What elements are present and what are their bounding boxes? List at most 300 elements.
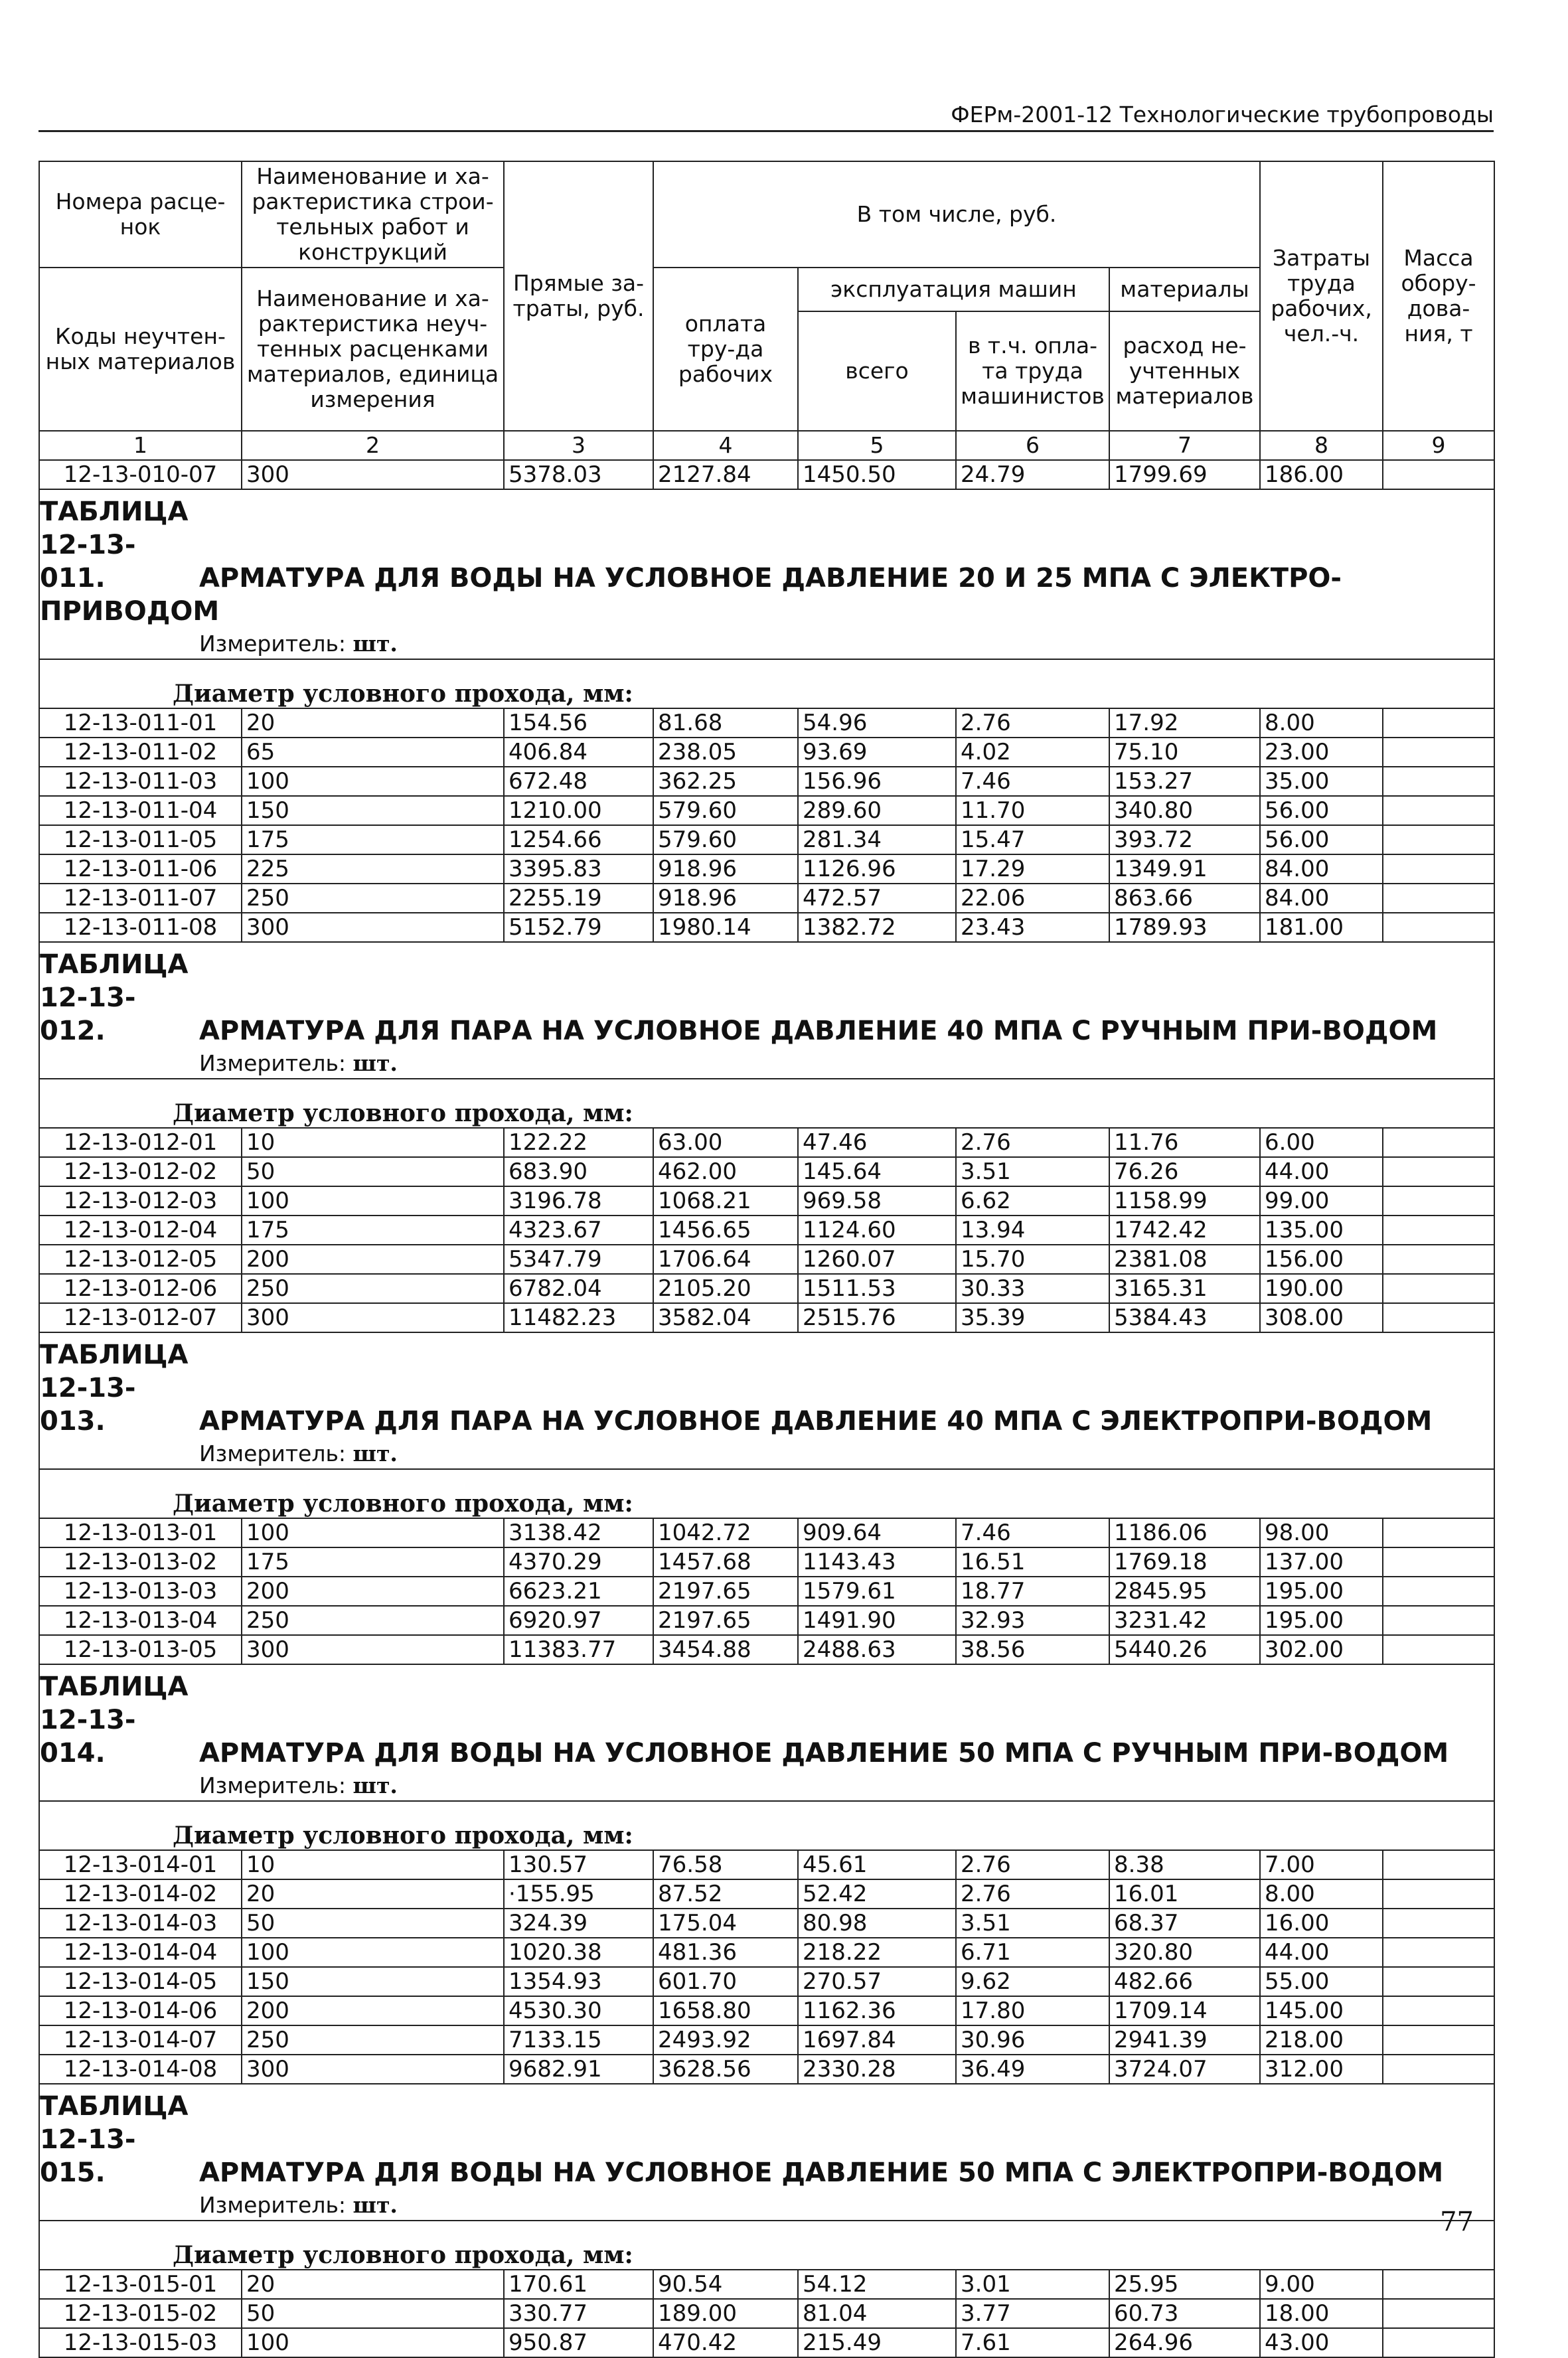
- table-row: [39, 2055, 1494, 2084]
- table-cell: 2330.28: [798, 2055, 956, 2084]
- table-cell: 215.49: [798, 2328, 956, 2357]
- table-row: [39, 1216, 1494, 1245]
- column-number: 7: [1109, 431, 1260, 460]
- table-cell: 100: [242, 1938, 504, 1967]
- table-cell: [1383, 2270, 1494, 2299]
- table-cell: 24.79: [956, 460, 1109, 489]
- table-cell: 76.58: [653, 1850, 798, 1879]
- table-cell: 250: [242, 884, 504, 913]
- table-cell: [1383, 1577, 1494, 1606]
- table-cell: 969.58: [798, 1186, 956, 1216]
- table-cell: 1349.91: [1109, 854, 1260, 884]
- rate-code: 12-13-013-03: [39, 1577, 242, 1606]
- table-cell: 100: [242, 767, 504, 796]
- table-cell: 7.46: [956, 767, 1109, 796]
- table-cell: [1383, 1157, 1494, 1186]
- table-cell: [1383, 1879, 1494, 1909]
- unit-value: шт.: [353, 1772, 398, 1798]
- table-cell: 200: [242, 1245, 504, 1274]
- table-cell: 2845.95: [1109, 1577, 1260, 1606]
- table-cell: [1383, 1850, 1494, 1879]
- table-cell: 15.47: [956, 825, 1109, 854]
- table-cell: 1124.60: [798, 1216, 956, 1245]
- table-cell: 47.46: [798, 1128, 956, 1157]
- table-cell: 154.56: [504, 708, 653, 738]
- table-cell: 81.68: [653, 708, 798, 738]
- diameter-row: [39, 1469, 1494, 1518]
- table-cell: 100: [242, 2328, 504, 2357]
- table-cell: 1186.06: [1109, 1518, 1260, 1547]
- table-cell: 683.90: [504, 1157, 653, 1186]
- table-cell: 264.96: [1109, 2328, 1260, 2357]
- rate-code: 12-13-014-01: [39, 1850, 242, 1879]
- table-cell: [1383, 1606, 1494, 1635]
- table-cell: 9682.91: [504, 2055, 653, 2084]
- table-cell: 2.76: [956, 1128, 1109, 1157]
- table-cell: [1383, 1938, 1494, 1967]
- table-cell: 13.94: [956, 1216, 1109, 1245]
- col-unaccounted-materials-header: расход не-учтенных материалов: [1109, 311, 1260, 431]
- table-cell: 1697.84: [798, 2025, 956, 2055]
- table-cell: 300: [242, 1303, 504, 1332]
- page-number: 77: [1440, 2207, 1474, 2237]
- table-cell: 1210.00: [504, 796, 653, 825]
- table-cell: 84.00: [1260, 884, 1383, 913]
- table-row: [39, 1518, 1494, 1547]
- rate-code: 12-13-013-04: [39, 1606, 242, 1635]
- table-cell: 175.04: [653, 1909, 798, 1938]
- table-cell: 80.98: [798, 1909, 956, 1938]
- table-cell: [1383, 1518, 1494, 1547]
- table-cell: 68.37: [1109, 1909, 1260, 1938]
- table-cell: 170.61: [504, 2270, 653, 2299]
- table-cell: 308.00: [1260, 1303, 1383, 1332]
- rate-code: 12-13-015-01: [39, 2270, 242, 2299]
- table-cell: 312.00: [1260, 2055, 1383, 2084]
- diameter-caption: Диаметр условного прохода, мм:: [39, 1079, 1494, 1128]
- col-material-code-header: Коды неучтен-ных материалов: [39, 268, 242, 431]
- table-cell: 2515.76: [798, 1303, 956, 1332]
- table-cell: 3138.42: [504, 1518, 653, 1547]
- table-cell: [1383, 1274, 1494, 1303]
- table-cell: 406.84: [504, 738, 653, 767]
- unit-of-measure: [39, 1438, 1494, 1469]
- table-cell: 1126.96: [798, 854, 956, 884]
- table-row: [39, 1635, 1494, 1664]
- table-cell: 200: [242, 1577, 504, 1606]
- table-cell: 3.51: [956, 1157, 1109, 1186]
- column-number: 2: [242, 431, 504, 460]
- rate-code: 12-13-015-02: [39, 2299, 242, 2328]
- unit-label: Измеритель:: [199, 1772, 347, 1798]
- column-number: 6: [956, 431, 1109, 460]
- section-table-number: ТАБЛИЦА 12-13-014.: [40, 1672, 189, 1768]
- table-cell: [1383, 1245, 1494, 1274]
- table-row: [39, 1186, 1494, 1216]
- table-cell: 579.60: [653, 825, 798, 854]
- rate-code: 12-13-011-07: [39, 884, 242, 913]
- unit-value: шт.: [353, 1050, 398, 1076]
- table-cell: 1042.72: [653, 1518, 798, 1547]
- column-number: 3: [504, 431, 653, 460]
- table-cell: 17.80: [956, 1996, 1109, 2025]
- table-cell: 8.38: [1109, 1850, 1260, 1879]
- rate-code: 12-13-011-08: [39, 913, 242, 942]
- section-table-number: ТАБЛИЦА 12-13-013.: [40, 1340, 189, 1437]
- table-cell: 3454.88: [653, 1635, 798, 1664]
- table-cell: 6.71: [956, 1938, 1109, 1967]
- table-cell: 1769.18: [1109, 1547, 1260, 1577]
- table-cell: [1383, 2025, 1494, 2055]
- table-cell: 1382.72: [798, 913, 956, 942]
- table-row: [39, 1128, 1494, 1157]
- table-cell: [1383, 825, 1494, 854]
- table-row: [39, 2328, 1494, 2357]
- table-cell: 863.66: [1109, 884, 1260, 913]
- table-cell: 11.70: [956, 796, 1109, 825]
- column-number: 9: [1383, 431, 1494, 460]
- table-cell: 1020.38: [504, 1938, 653, 1967]
- table-row: [39, 767, 1494, 796]
- table-cell: 18.77: [956, 1577, 1109, 1606]
- table-cell: 2255.19: [504, 884, 653, 913]
- section-table-title: АРМАТУРА ДЛЯ ПАРА НА УСЛОВНОЕ ДАВЛЕНИЕ 40 МПА С ЭЛЕКТРОПРИ-ВОДОМ: [198, 1406, 1433, 1437]
- table-cell: 23.43: [956, 913, 1109, 942]
- table-row: [39, 1909, 1494, 1938]
- rate-code: 12-13-011-05: [39, 825, 242, 854]
- table-cell: 2105.20: [653, 1274, 798, 1303]
- table-cell: 5378.03: [504, 460, 653, 489]
- table-cell: 362.25: [653, 767, 798, 796]
- table-cell: 4323.67: [504, 1216, 653, 1245]
- table-cell: 3628.56: [653, 2055, 798, 2084]
- table-cell: [1383, 1303, 1494, 1332]
- table-cell: 145.64: [798, 1157, 956, 1186]
- table-cell: 281.34: [798, 825, 956, 854]
- table-cell: [1383, 1547, 1494, 1577]
- table-cell: 300: [242, 2055, 504, 2084]
- rate-code: 12-13-012-01: [39, 1128, 242, 1157]
- table-cell: 250: [242, 1606, 504, 1635]
- table-cell: 3165.31: [1109, 1274, 1260, 1303]
- table-cell: 3231.42: [1109, 1606, 1260, 1635]
- table-cell: 300: [242, 913, 504, 942]
- unit-of-measure: [39, 1048, 1494, 1079]
- table-cell: 156.00: [1260, 1245, 1383, 1274]
- table-cell: 2488.63: [798, 1635, 956, 1664]
- table-cell: 2.76: [956, 708, 1109, 738]
- col-material-name-header: Наименование и ха-рактеристика неуч-тенных расценками материалов, единица измерения: [242, 268, 504, 431]
- table-cell: 75.10: [1109, 738, 1260, 767]
- table-cell: 35.39: [956, 1303, 1109, 1332]
- col-machines-header: эксплуатация машин: [798, 268, 1109, 311]
- table-cell: 137.00: [1260, 1547, 1383, 1577]
- section-title: [39, 942, 1494, 1048]
- col-equipment-mass-header: Масса обору-дова-ния, т: [1383, 161, 1494, 431]
- table-cell: 6.62: [956, 1186, 1109, 1216]
- unit-value: шт.: [353, 2191, 398, 2218]
- section-title-row: [39, 1664, 1494, 1770]
- table-cell: 54.12: [798, 2270, 956, 2299]
- table-cell: 3724.07: [1109, 2055, 1260, 2084]
- table-cell: 63.00: [653, 1128, 798, 1157]
- rate-code: 12-13-011-06: [39, 854, 242, 884]
- table-cell: 60.73: [1109, 2299, 1260, 2328]
- table-cell: 1158.99: [1109, 1186, 1260, 1216]
- unit-value: шт.: [353, 1440, 398, 1466]
- table-cell: 1980.14: [653, 913, 798, 942]
- table-cell: 195.00: [1260, 1577, 1383, 1606]
- table-cell: 175: [242, 1216, 504, 1245]
- table-cell: 44.00: [1260, 1938, 1383, 1967]
- table-cell: 1457.68: [653, 1547, 798, 1577]
- rate-code: 12-13-014-07: [39, 2025, 242, 2055]
- diameter-row: [39, 1801, 1494, 1850]
- rate-code: 12-13-012-06: [39, 1274, 242, 1303]
- col-operator-wages-header: в т.ч. опла-та труда машинистов: [956, 311, 1109, 431]
- table-row: [39, 1606, 1494, 1635]
- table-cell: 481.36: [653, 1938, 798, 1967]
- table-row: [39, 884, 1494, 913]
- table-cell: 4530.30: [504, 1996, 653, 2025]
- table-cell: 200: [242, 1996, 504, 2025]
- col-work-name-header: Наименование и ха-рактеристика строи-тельных работ и конструкций: [242, 161, 504, 268]
- table-cell: 43.00: [1260, 2328, 1383, 2357]
- table-cell: 190.00: [1260, 1274, 1383, 1303]
- table-cell: 2941.39: [1109, 2025, 1260, 2055]
- table-cell: 175: [242, 1547, 504, 1577]
- table-cell: 3395.83: [504, 854, 653, 884]
- table-cell: 65: [242, 738, 504, 767]
- table-cell: 156.96: [798, 767, 956, 796]
- unit-row: [39, 628, 1494, 659]
- rate-code: 12-13-015-03: [39, 2328, 242, 2357]
- table-cell: 99.00: [1260, 1186, 1383, 1216]
- table-cell: 18.00: [1260, 2299, 1383, 2328]
- table-cell: 100: [242, 1186, 504, 1216]
- table-cell: 20: [242, 708, 504, 738]
- table-cell: 250: [242, 1274, 504, 1303]
- table-cell: 150: [242, 796, 504, 825]
- table-cell: 7.46: [956, 1518, 1109, 1547]
- price-table: [39, 161, 1495, 2358]
- table-cell: 270.57: [798, 1967, 956, 1996]
- column-number: 1: [39, 431, 242, 460]
- table-cell: 1511.53: [798, 1274, 956, 1303]
- table-cell: 1742.42: [1109, 1216, 1260, 1245]
- diameter-caption: Диаметр условного прохода, мм:: [39, 659, 1494, 708]
- table-cell: 5440.26: [1109, 1635, 1260, 1664]
- col-wages-header: оплата тру-да рабочих: [653, 268, 798, 431]
- table-cell: [1383, 2055, 1494, 2084]
- section-table-title: АРМАТУРА ДЛЯ ВОДЫ НА УСЛОВНОЕ ДАВЛЕНИЕ 50 МПА С ЭЛЕКТРОПРИ-ВОДОМ: [198, 2158, 1444, 2188]
- rate-code: 12-13-013-05: [39, 1635, 242, 1664]
- table-cell: 2197.65: [653, 1577, 798, 1606]
- col-machines-total-header: всего: [798, 311, 956, 431]
- table-row: [39, 1850, 1494, 1879]
- rate-code: 12-13-012-02: [39, 1157, 242, 1186]
- unit-of-measure: [39, 1770, 1494, 1801]
- table-cell: 7.61: [956, 2328, 1109, 2357]
- diameter-row: [39, 659, 1494, 708]
- section-title: [39, 1664, 1494, 1770]
- table-cell: 45.61: [798, 1850, 956, 1879]
- table-cell: 6920.97: [504, 1606, 653, 1635]
- rate-code: 12-13-011-03: [39, 767, 242, 796]
- table-row: [39, 738, 1494, 767]
- table-cell: 181.00: [1260, 913, 1383, 942]
- table-cell: 175: [242, 825, 504, 854]
- table-cell: 482.66: [1109, 1967, 1260, 1996]
- table-cell: 76.26: [1109, 1157, 1260, 1186]
- table-cell: 50: [242, 1909, 504, 1938]
- section-table-number: ТАБЛИЦА 12-13-011.: [40, 497, 189, 593]
- table-cell: 1450.50: [798, 460, 956, 489]
- table-cell: 1260.07: [798, 1245, 956, 1274]
- col-including-header: В том числе, руб.: [653, 161, 1260, 268]
- table-cell: 238.05: [653, 738, 798, 767]
- col-direct-cost-header: Прямые за-траты, руб.: [504, 161, 653, 431]
- diameter-caption: Диаметр условного прохода, мм:: [39, 2221, 1494, 2270]
- table-cell: 16.00: [1260, 1909, 1383, 1938]
- table-cell: [1383, 854, 1494, 884]
- section-table-title: АРМАТУРА ДЛЯ ВОДЫ НА УСЛОВНОЕ ДАВЛЕНИЕ 50 МПА С РУЧНЫМ ПРИ-ВОДОМ: [198, 1738, 1449, 1768]
- table-cell: 20: [242, 1879, 504, 1909]
- table-cell: 2127.84: [653, 460, 798, 489]
- section-title: [39, 489, 1494, 628]
- rate-code: 12-13-011-04: [39, 796, 242, 825]
- table-cell: 218.22: [798, 1938, 956, 1967]
- table-cell: 56.00: [1260, 796, 1383, 825]
- table-cell: [1383, 738, 1494, 767]
- table-cell: 470.42: [653, 2328, 798, 2357]
- section-title: [39, 2084, 1494, 2189]
- table-cell: 289.60: [798, 796, 956, 825]
- table-cell: 16.01: [1109, 1879, 1260, 1909]
- table-cell: 462.00: [653, 1157, 798, 1186]
- table-row: [39, 913, 1494, 942]
- table-cell: [1383, 2299, 1494, 2328]
- column-number-row: [39, 431, 1494, 460]
- table-cell: 1068.21: [653, 1186, 798, 1216]
- table-cell: 11482.23: [504, 1303, 653, 1332]
- table-cell: [1383, 460, 1494, 489]
- table-cell: 4370.29: [504, 1547, 653, 1577]
- section-table-title: АРМАТУРА ДЛЯ ПАРА НА УСЛОВНОЕ ДАВЛЕНИЕ 40 МПА С РУЧНЫМ ПРИ-ВОДОМ: [198, 1016, 1438, 1046]
- table-cell: [1383, 1128, 1494, 1157]
- table-cell: 32.93: [956, 1606, 1109, 1635]
- table-cell: 950.87: [504, 2328, 653, 2357]
- table-cell: 302.00: [1260, 1635, 1383, 1664]
- table-cell: 35.00: [1260, 767, 1383, 796]
- unit-row: [39, 1048, 1494, 1079]
- table-cell: 1789.93: [1109, 913, 1260, 942]
- table-cell: [1383, 767, 1494, 796]
- table-row: [39, 1303, 1494, 1332]
- rate-code: 12-13-014-05: [39, 1967, 242, 1996]
- table-cell: 93.69: [798, 738, 956, 767]
- unit-row: [39, 1438, 1494, 1469]
- table-cell: 87.52: [653, 1879, 798, 1909]
- rate-code: 12-13-014-06: [39, 1996, 242, 2025]
- table-cell: [1383, 708, 1494, 738]
- table-cell: 6623.21: [504, 1577, 653, 1606]
- rate-code: 12-13-014-03: [39, 1909, 242, 1938]
- table-cell: 579.60: [653, 796, 798, 825]
- table-cell: [1383, 796, 1494, 825]
- table-cell: 3.01: [956, 2270, 1109, 2299]
- table-cell: 9.00: [1260, 2270, 1383, 2299]
- unit-row: [39, 1770, 1494, 1801]
- table-cell: 11.76: [1109, 1128, 1260, 1157]
- table-cell: 2381.08: [1109, 1245, 1260, 1274]
- table-cell: 1709.14: [1109, 1996, 1260, 2025]
- table-cell: 340.80: [1109, 796, 1260, 825]
- page-header: ФЕРм-2001-12 Технологические трубопроводы: [39, 100, 1494, 132]
- table-row: [39, 2270, 1494, 2299]
- table-row: [39, 1245, 1494, 1274]
- table-row: [39, 1577, 1494, 1606]
- section-title-row: [39, 942, 1494, 1048]
- table-cell: ·155.95: [504, 1879, 653, 1909]
- table-row: [39, 854, 1494, 884]
- table-cell: [1383, 884, 1494, 913]
- col-labor-hours-header: Затраты труда рабочих, чел.-ч.: [1260, 161, 1383, 431]
- table-cell: 98.00: [1260, 1518, 1383, 1547]
- table-cell: 3.77: [956, 2299, 1109, 2328]
- table-cell: 54.96: [798, 708, 956, 738]
- unit-label: Измеритель:: [199, 1050, 347, 1076]
- table-cell: 100: [242, 1518, 504, 1547]
- table-cell: 7133.15: [504, 2025, 653, 2055]
- table-row: [39, 1547, 1494, 1577]
- table-cell: 1254.66: [504, 825, 653, 854]
- table-row: [39, 1996, 1494, 2025]
- table-row: [39, 1967, 1494, 1996]
- col-materials-header: материалы: [1109, 268, 1260, 311]
- table-row: [39, 825, 1494, 854]
- table-cell: [1383, 1996, 1494, 2025]
- unit-label: Измеритель:: [199, 1440, 347, 1466]
- diameter-row: [39, 1079, 1494, 1128]
- rate-code: 12-13-014-08: [39, 2055, 242, 2084]
- table-cell: 9.62: [956, 1967, 1109, 1996]
- table-cell: 2.76: [956, 1850, 1109, 1879]
- table-cell: 218.00: [1260, 2025, 1383, 2055]
- unit-label: Измеритель:: [199, 2191, 347, 2218]
- table-cell: 5384.43: [1109, 1303, 1260, 1332]
- table-cell: [1383, 1635, 1494, 1664]
- table-cell: 330.77: [504, 2299, 653, 2328]
- section-title: [39, 1332, 1494, 1438]
- table-cell: [1383, 1186, 1494, 1216]
- table-cell: 15.70: [956, 1245, 1109, 1274]
- table-row: [39, 460, 1494, 489]
- table-cell: 17.92: [1109, 708, 1260, 738]
- table-cell: 1143.43: [798, 1547, 956, 1577]
- rate-code: 12-13-013-01: [39, 1518, 242, 1547]
- diameter-caption: Диаметр условного прохода, мм:: [39, 1801, 1494, 1850]
- table-row: [39, 708, 1494, 738]
- rate-code: 12-13-012-04: [39, 1216, 242, 1245]
- section-table-number: ТАБЛИЦА 12-13-012.: [40, 949, 189, 1046]
- rate-code: 12-13-011-01: [39, 708, 242, 738]
- unit-of-measure: [39, 628, 1494, 659]
- diameter-row: [39, 2221, 1494, 2270]
- rate-code: 12-13-010-07: [39, 460, 242, 489]
- table-cell: 472.57: [798, 884, 956, 913]
- table-row: [39, 1879, 1494, 1909]
